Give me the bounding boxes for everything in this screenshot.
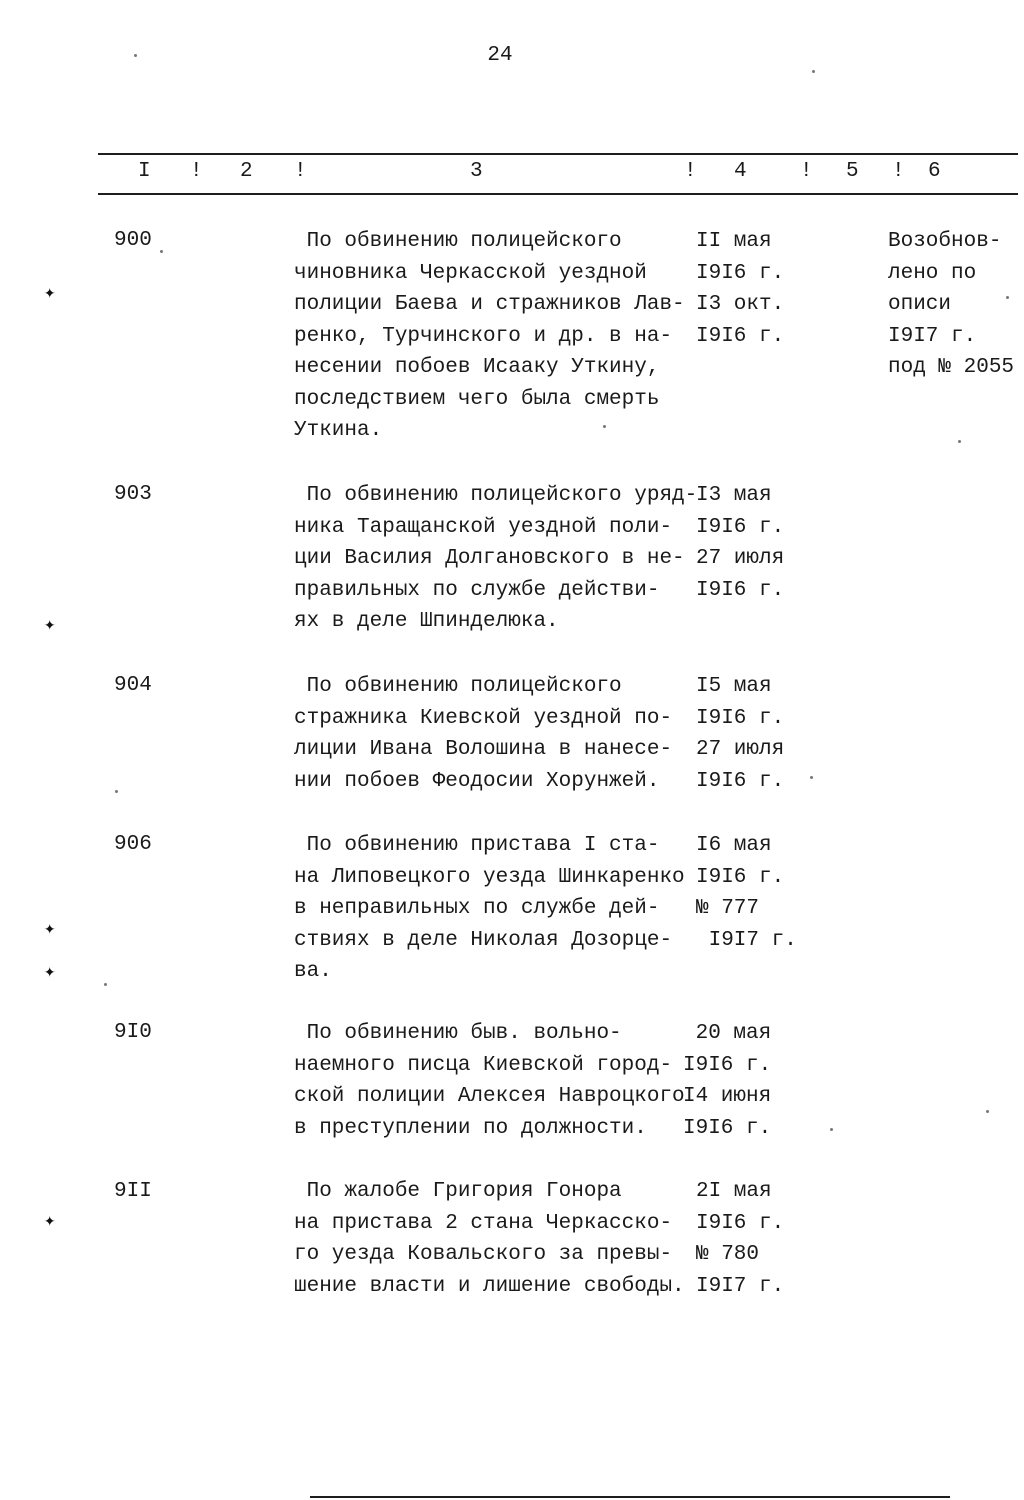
record-description xyxy=(294,226,704,447)
date-line: I9I7 г. xyxy=(696,928,797,952)
date-line: I9I6 г. xyxy=(696,261,785,285)
scan-speck xyxy=(115,790,118,793)
date-line: 20 мая xyxy=(683,1022,772,1045)
description-line: на Липовецкого уезда Шинкаренко xyxy=(294,865,685,889)
description-line: ренко, Турчинского и др. в на- xyxy=(294,324,673,348)
column-header-2: 2 xyxy=(240,160,253,183)
description-line: на пристава 2 стана Черкасско- xyxy=(294,1211,673,1235)
column-header-5: 5 xyxy=(846,160,859,183)
column-separator: ! xyxy=(684,160,697,183)
scan-speck xyxy=(986,1110,989,1113)
record-dates xyxy=(696,830,797,956)
description-line: нии побоев Феодосии Хорунжей. xyxy=(294,769,660,793)
scan-speck xyxy=(134,54,137,57)
column-separator: ! xyxy=(190,160,203,183)
description-line: в преступлении по должности. xyxy=(294,1116,647,1140)
description-line: правильных по службе действи- xyxy=(294,578,660,602)
date-line: I5 мая xyxy=(696,675,772,698)
column-header-6: 6 xyxy=(928,160,941,183)
scan-speck xyxy=(1006,296,1009,299)
description-line: По обвинению полицейского уряд- xyxy=(294,484,698,507)
description-line: По жалобе Григория Гонора xyxy=(294,1180,622,1203)
note-line: лено по xyxy=(888,261,977,285)
description-line: По обвинению полицейского xyxy=(294,675,622,698)
record-description xyxy=(294,1176,704,1302)
description-line: стражника Киевской уездной по- xyxy=(294,706,673,730)
record-dates xyxy=(683,1018,771,1144)
description-line: По обвинению полицейского xyxy=(294,230,622,253)
scan-speck xyxy=(603,425,606,428)
date-line: № 780 xyxy=(696,1243,760,1266)
note-line: I9I7 г. xyxy=(888,324,977,348)
record-dates xyxy=(696,226,784,352)
date-line: I9I6 г. xyxy=(696,578,785,602)
record-number: 9I0 xyxy=(114,1021,152,1044)
column-separator: ! xyxy=(800,160,813,183)
date-line: № 777 xyxy=(696,897,760,920)
footer-rule xyxy=(310,1496,950,1498)
record-description xyxy=(294,830,704,988)
date-line: I9I7 г. xyxy=(696,1274,785,1298)
description-line: последствием чего была смерть xyxy=(294,387,660,411)
date-line: I3 окт. xyxy=(696,293,785,316)
description-line: лиции Ивана Волошина в нанесе- xyxy=(294,738,673,761)
description-line: несении побоев Исааку Уткину, xyxy=(294,356,660,379)
description-line: ника Таращанской уездной поли- xyxy=(294,515,673,539)
record-description xyxy=(294,1018,704,1144)
date-line: 27 июля xyxy=(696,547,785,570)
description-line: По обвинению пристава I ста- xyxy=(294,834,660,857)
record-number: 906 xyxy=(114,833,152,856)
date-line: I9I6 г. xyxy=(683,1053,772,1077)
record-number: 903 xyxy=(114,483,152,506)
record-dates xyxy=(696,671,784,797)
margin-mark-icon: ✦ xyxy=(44,614,56,636)
scan-speck xyxy=(810,776,813,779)
date-line: 27 июля xyxy=(696,738,785,761)
date-line: II мая xyxy=(696,230,772,253)
description-line: ской полиции Алексея Навроцкого xyxy=(294,1085,685,1108)
description-line: го уезда Ковальского за превы- xyxy=(294,1243,673,1266)
margin-mark-icon: ✦ xyxy=(44,1210,56,1232)
description-line: чиновника Черкасской уездной xyxy=(294,261,647,285)
page-number: 24 xyxy=(487,44,513,67)
date-line: I9I6 г. xyxy=(696,865,785,889)
record-description xyxy=(294,671,704,797)
date-line: I9I6 г. xyxy=(696,769,785,793)
margin-mark-icon: ✦ xyxy=(44,961,56,983)
record-note xyxy=(888,226,1014,384)
date-line: I9I6 г. xyxy=(683,1116,772,1140)
column-separator: ! xyxy=(892,160,905,183)
note-line: под № 2055 xyxy=(888,356,1015,379)
record-dates xyxy=(696,1176,784,1302)
description-line: полиции Баева и стражников Лав- xyxy=(294,293,685,316)
record-number: 900 xyxy=(114,229,152,252)
scan-speck xyxy=(160,250,163,253)
note-line: Возобнов- xyxy=(888,230,1002,253)
scan-speck xyxy=(830,1128,833,1131)
description-line: По обвинению быв. вольно- xyxy=(294,1022,622,1045)
date-line: 2I мая xyxy=(696,1180,772,1203)
column-header-1: I xyxy=(138,160,151,183)
scan-speck xyxy=(958,440,961,443)
description-line: в неправильных по службе дей- xyxy=(294,897,660,920)
scan-speck xyxy=(812,70,815,73)
date-line: I9I6 г. xyxy=(696,515,785,539)
description-line: наемного писца Киевской город- xyxy=(294,1053,673,1077)
column-header-4: 4 xyxy=(734,160,747,183)
margin-mark-icon: ✦ xyxy=(44,282,56,304)
scan-speck xyxy=(104,983,107,986)
date-line: I9I6 г. xyxy=(696,324,785,348)
description-line: шение власти и лишение свободы. xyxy=(294,1274,685,1298)
column-header-3: 3 xyxy=(470,160,483,183)
column-separator: ! xyxy=(294,160,307,183)
record-description xyxy=(294,480,704,638)
record-dates xyxy=(696,480,784,606)
date-line: I3 мая xyxy=(696,484,772,507)
header-rule-bottom xyxy=(98,193,1018,195)
record-number: 9II xyxy=(114,1180,152,1203)
description-line: ва. xyxy=(294,960,332,983)
note-line: описи xyxy=(888,293,952,316)
description-line: ции Василия Долгановского в не- xyxy=(294,547,685,570)
date-line: I9I6 г. xyxy=(696,706,785,730)
description-line: ствиях в деле Николая Дозорце- xyxy=(294,928,673,952)
record-number: 904 xyxy=(114,674,152,697)
header-rule-top xyxy=(98,153,1018,155)
date-line: I6 мая xyxy=(696,834,772,857)
date-line: I4 июня xyxy=(683,1085,772,1108)
description-line: Уткина. xyxy=(294,419,383,442)
margin-mark-icon: ✦ xyxy=(44,918,56,940)
date-line: I9I6 г. xyxy=(696,1211,785,1235)
description-line: ях в деле Шпинделюка. xyxy=(294,610,559,633)
